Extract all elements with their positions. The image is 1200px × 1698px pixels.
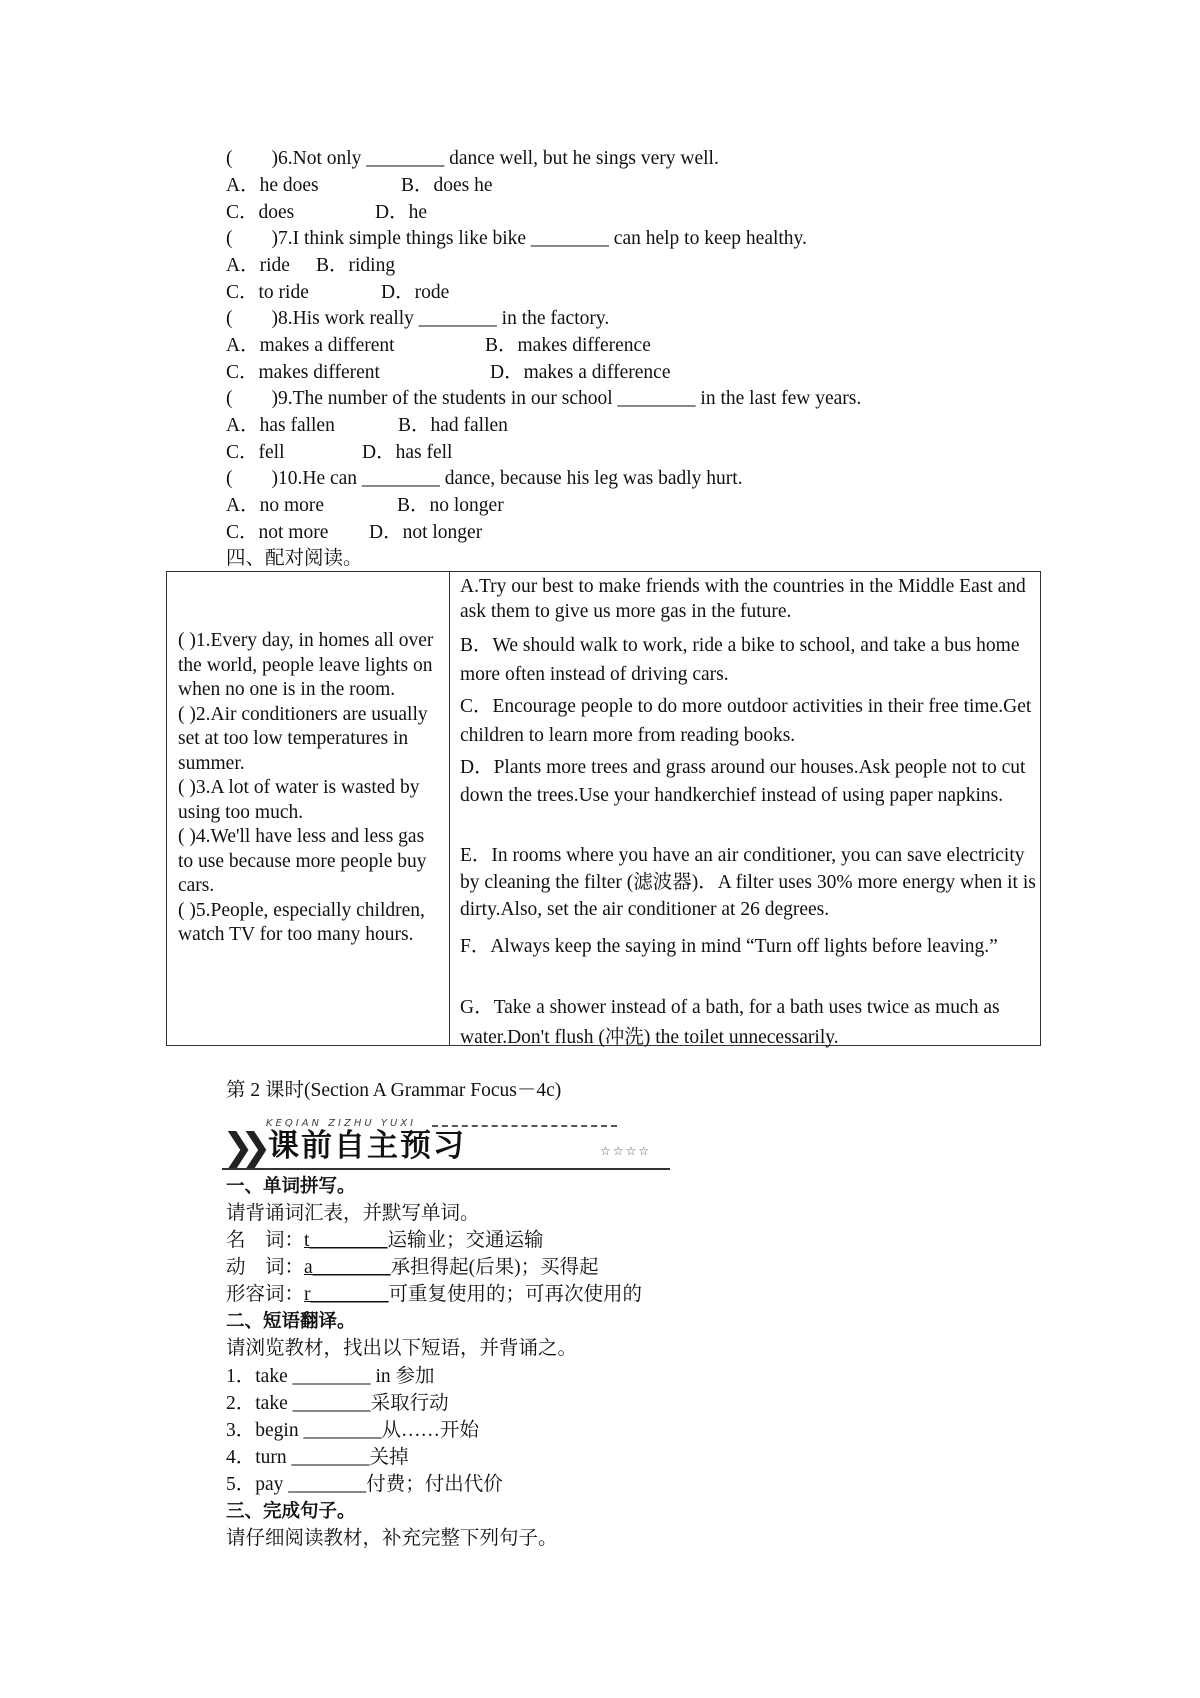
option-a: A．he does xyxy=(226,175,319,196)
option-b: B．riding xyxy=(316,255,396,276)
blank: ________ xyxy=(312,1257,391,1278)
vocab-item xyxy=(226,1283,642,1307)
double-chevron-icon: ❯❯ xyxy=(222,1125,258,1169)
first-letter: t xyxy=(304,1230,310,1251)
phrase-item: 5．pay ________付费；付出代价 xyxy=(226,1474,503,1495)
blank: ________ xyxy=(310,1284,389,1305)
part3-heading: 三、完成句子。 xyxy=(226,1501,356,1522)
phrase-item: 3．begin ________从……开始 xyxy=(226,1420,479,1441)
option-d: D．he xyxy=(375,202,427,223)
option-a: A．ride xyxy=(226,255,290,276)
section-heading: 四、配对阅读。 xyxy=(226,548,363,569)
banner-subtitle: KEQIAN ZIZHU YUXI xyxy=(266,1118,417,1129)
option-d: D．has fell xyxy=(362,442,453,463)
solution-item: E．In rooms where you have an air conditioner, you can save electricity by cleaning the filter (滤波器)．A filter uses 30% more energy when it is dirty.Also, set the air conditioner at 26 degrees. xyxy=(460,845,1036,920)
option-a: A．has fallen xyxy=(226,415,335,436)
difficulty-stars: ☆☆☆☆ xyxy=(600,1144,652,1158)
question-text: ( )6.Not only ________ dance well, but he sings very well. xyxy=(226,148,719,169)
phrase-item: 1．take ________ in 参加 xyxy=(226,1366,435,1387)
part1-instruction: 请背诵词汇表，并默写单词。 xyxy=(226,1203,480,1224)
vocab-item xyxy=(226,1229,543,1253)
option-c: C．does xyxy=(226,202,295,223)
question-text: ( )9.The number of the students in our school ________ in the last few years. xyxy=(226,388,862,409)
phrase-item: 2．take ________采取行动 xyxy=(226,1393,449,1414)
solution-item: F．Always keep the saying in mind “Turn off lights before leaving.” xyxy=(460,936,998,957)
vocab-label: 形容词： xyxy=(226,1284,305,1305)
vocab-item xyxy=(226,1256,599,1280)
solution-item: C．Encourage people to do more outdoor activities in their free time.Get children to learn more from reading books. xyxy=(460,696,1032,746)
vocab-meaning: 运输业；交通运输 xyxy=(387,1230,544,1251)
vocab-meaning: 承担得起(后果)；买得起 xyxy=(390,1257,599,1278)
first-letter: r xyxy=(304,1284,311,1305)
option-a: A．makes a different xyxy=(226,335,395,356)
option-b: B．no longer xyxy=(397,495,504,516)
problem-item: ( )4.We'll have less and less gas to use because more people buy cars. xyxy=(178,826,427,896)
question-text: ( )8.His work really ________ in the factory. xyxy=(226,308,610,329)
problem-item: ( )2.Air conditioners are usually set at too low temperatures in summer. xyxy=(178,703,428,774)
solution-item: G．Take a shower instead of a bath, for a bath uses twice as much as water.Don't flush (冲洗) the toilet unnecessarily. xyxy=(460,997,1000,1048)
option-d: D．not longer xyxy=(369,522,483,543)
option-b: B．does he xyxy=(401,175,493,196)
vocab-label: 动 词： xyxy=(226,1257,305,1278)
phrase-item: 4．turn ________关掉 xyxy=(226,1447,409,1468)
section-banner xyxy=(222,1118,670,1170)
problem-item: ( )3.A lot of water is wasted by using too much. xyxy=(178,777,420,823)
part1-heading: 一、单词拼写。 xyxy=(226,1176,356,1197)
vocab-blank xyxy=(304,1230,387,1251)
option-d: D．makes a difference xyxy=(490,362,671,383)
option-c: C．fell xyxy=(226,442,285,463)
option-d: D．rode xyxy=(381,282,450,303)
blank: ________ xyxy=(309,1230,388,1251)
option-c: C．not more xyxy=(226,522,329,543)
option-b: B．makes difference xyxy=(485,335,651,356)
question-text: ( )7.I think simple things like bike ________ can help to keep healthy. xyxy=(226,228,807,249)
vocab-meaning: 可重复使用的；可再次使用的 xyxy=(388,1284,643,1305)
part2-instruction: 请浏览教材，找出以下短语，并背诵之。 xyxy=(226,1338,578,1359)
part3-instruction: 请仔细阅读教材，补充完整下列句子。 xyxy=(226,1528,558,1549)
solution-item: D．Plants more trees and grass around our houses.Ask people not to cut down the trees.Use your handkerchief instead of using paper napkins. xyxy=(460,757,1026,806)
banner-title: 课前自主预习 xyxy=(268,1128,466,1164)
first-letter: a xyxy=(304,1257,313,1278)
vocab-label: 名 词： xyxy=(226,1230,305,1251)
problem-item: ( )5.People, especially children, watch TV for too many hours. xyxy=(178,899,425,945)
lesson-title: 第 2 课时(Section A Grammar Focus－4c) xyxy=(226,1080,562,1101)
option-c: C．makes different xyxy=(226,362,380,383)
solution-item: A.Try our best to make friends with the countries in the Middle East and ask them to give us more gas in the future. xyxy=(460,576,1026,622)
problem-item: ( )1.Every day, in homes all over the world, people leave lights on when no one is in the room. xyxy=(178,630,434,700)
solution-item: B．We should walk to work, ride a bike to school, and take a bus home more often instead of driving cars. xyxy=(460,635,1020,685)
problems-column xyxy=(178,629,443,948)
vocab-blank xyxy=(304,1257,391,1278)
column-divider xyxy=(449,572,450,1045)
matching-table xyxy=(166,571,1041,1046)
vocab-blank xyxy=(304,1284,389,1305)
option-c: C．to ride xyxy=(226,282,309,303)
option-a: A．no more xyxy=(226,495,325,516)
question-text: ( )10.He can ________ dance, because his leg was badly hurt. xyxy=(226,468,743,489)
banner-underline xyxy=(222,1168,670,1170)
part2-heading: 二、短语翻译。 xyxy=(226,1311,356,1332)
option-b: B．had fallen xyxy=(398,415,508,436)
